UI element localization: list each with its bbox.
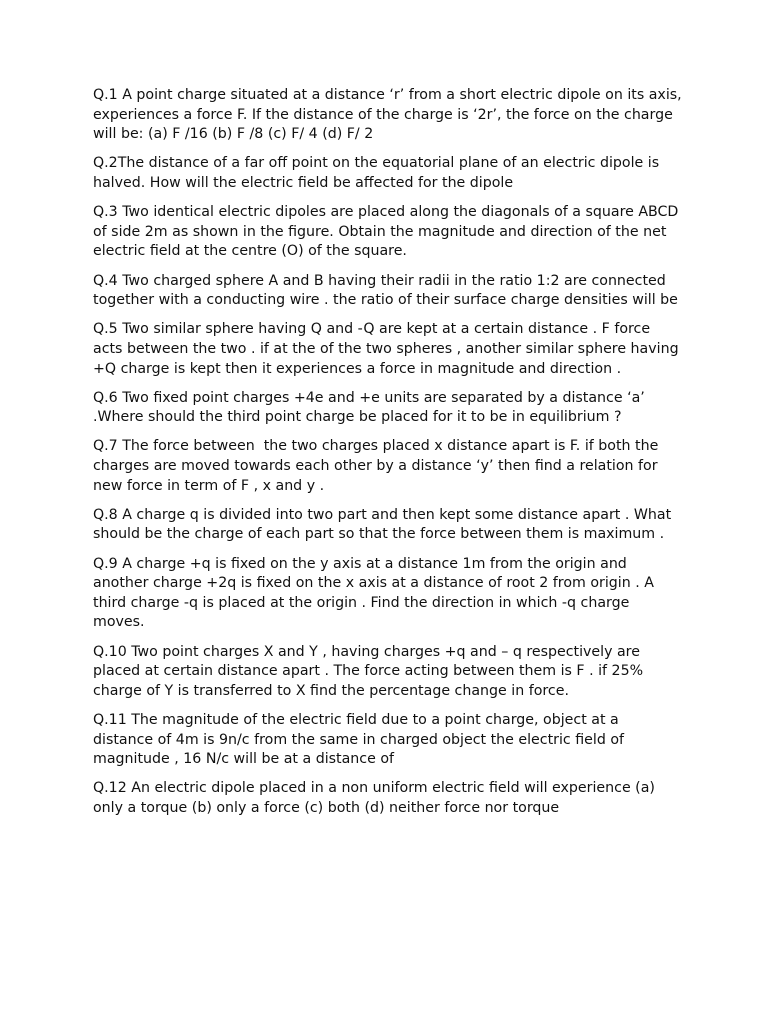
question-list: [93, 86, 687, 828]
question-10: Q.10 Two point charges X and Y , having charges +q and – q respectively are placed at certain distance apart . The force acting between them is F . if 25% charge of Y is transferred to X find the percentage change in force.: [93, 643, 648, 699]
question-3: Q.3 Two identical electric dipoles are placed along the diagonals of a square ABCD of side 2m as shown in the figure. Obtain the magnitude and direction of the net electric field at the centre (O) of the square.: [93, 204, 683, 260]
question-5: Q.5 Two similar sphere having Q and -Q are kept at a certain distance . F force acts between the two . if at the of the two spheres , another similar sphere having +Q charge is kept then it experiences a force in magnitude and direction .: [93, 321, 684, 377]
question-11: Q.11 The magnitude of the electric field due to a point charge, object at a distance of 4m is 9n/c from the same in charged object the electric field of magnitude , 16 N/c will be at a distance of: [93, 711, 629, 768]
question-7: Q.7 The force between the two charges placed x distance apart is F. if both the charges are moved towards each other by a distance ‘y’ then find a relation for new force in term of F , x and y .: [93, 438, 663, 494]
question-8: Q.8 A charge q is divided into two part and then kept some distance apart . What should be the charge of each part so that the force between them is maximum .: [93, 506, 676, 543]
question-1: Q.1 A point charge situated at a distance ‘r’ from a short electric dipole on its axis, experiences a force F. If the distance of the charge is ‘2r’, the force on the charge will be: (a) F /16 (b) F /8 (c) F/ 4 (d) F/ 2: [93, 87, 687, 143]
question-12: Q.12 An electric dipole placed in a non uniform electric field will experience (a) only a torque (b) only a force (c) both (d) neither force nor torque: [93, 780, 660, 816]
question-9: Q.9 A charge +q is fixed on the y axis at a distance 1m from the origin and another charge +2q is fixed on the x axis at a distance of root 2 from origin . A third charge -q is placed at the origin . Find the direction in which -q charge moves.: [93, 555, 659, 631]
question-6: Q.6 Two fixed point charges +4e and +e units are separated by a distance ‘a’ .Where should the third point charge be placed for it to be in equilibrium ?: [93, 389, 650, 426]
question-2: Q.2The distance of a far off point on the equatorial plane of an electric dipole is halved. How will the electric field be affected for the dipole: [93, 155, 664, 191]
question-4: Q.4 Two charged sphere A and B having their radii in the ratio 1:2 are connected together with a conducting wire . the ratio of their surface charge densities will be: [93, 272, 678, 309]
